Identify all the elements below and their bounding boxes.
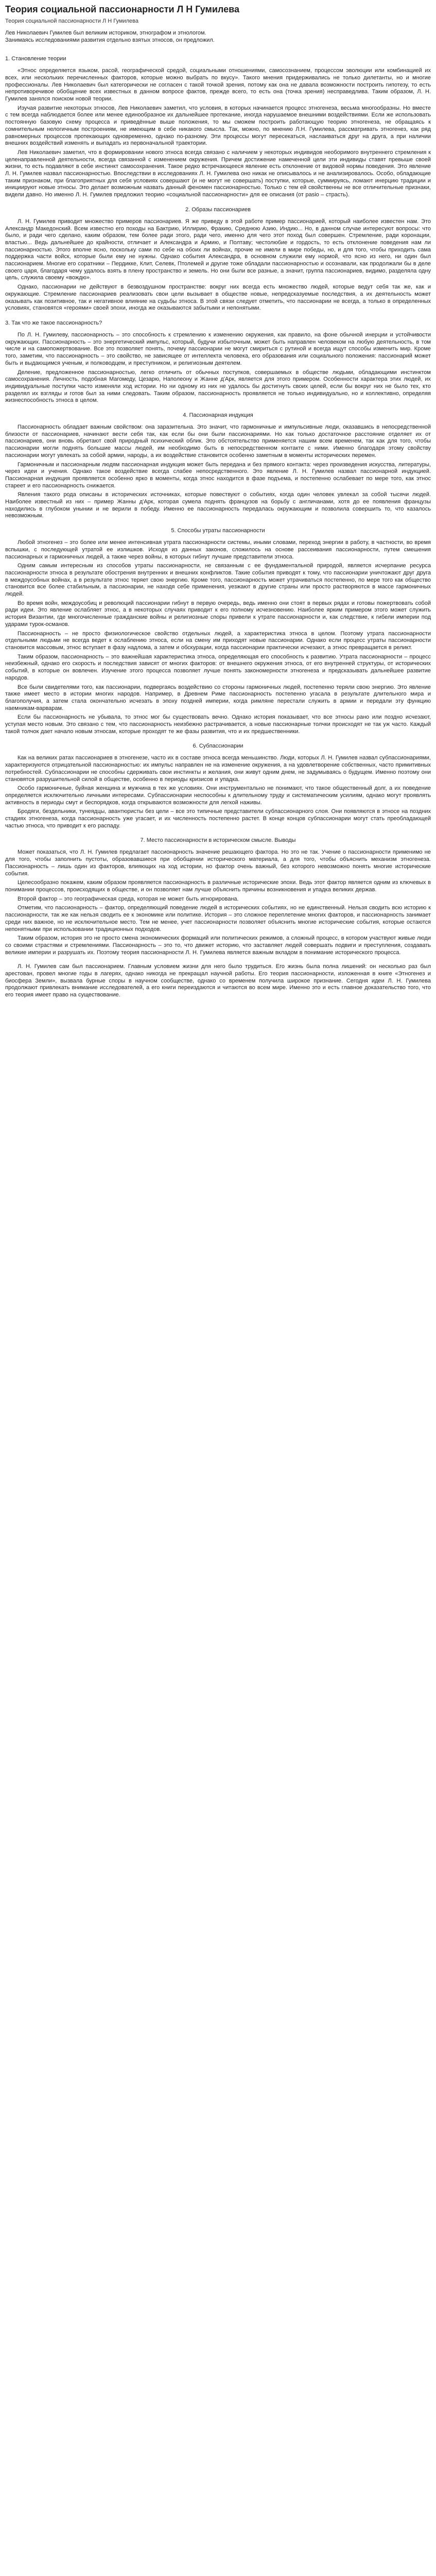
paragraph: Пассионарность обладает важным свойством: она заразительна. Это значит, что гармоничные и импульсивные люди, оказавшись в непосредственной близости от пассионариев, начинают вести себя так, как если бы они были пассионариями. Но как только достаточное расстояние отделяет их от пассионариев, они вновь обретают свой природный психический облик. Это обстоятельство применяется нашим всем временем, так как для того, чтобы пассионарии могли поднять большие массы людей, им необходимо быть в непосредственном контакте с ними. Именно благодаря этому свойству пассионарии могут увлекать за собой армии, народы, а их воздействие становится особенно заметным в моменты исторических перемен.	[5, 424, 431, 459]
paragraph: Особо гармоничные, буйная женщина и мужчина в тех же условиях. Они инструментально не понимают, что такое общественный долг, а их поведение определяется исключительно личными интересами. Субпассионарии неспособны к длительному труду и систематическим усилиям, однако могут проявлять активность в периоды смут и беспорядков, когда открываются возможности для легкой наживы.	[5, 785, 431, 806]
paragraph: Как на великих ратах пассионариев в этногенезе, часто их в составе этноса всегда меньшинство. Люди, которых Л. Н. Гумилев назвал субпассионариями, характеризуются отрицательной пассионарностью: их импульс направлен не на изменение окружения, а на удовлетворение собственных, часто примитивных потребностей. Субпассионарии не способны сдерживать свои инстинкты и желания, они живут одним днем, не задумываясь о будущем. Именно поэтому они становятся разрушительной силой в обществе, особенно в периоды кризисов и упадка.	[5, 755, 431, 783]
section	[5, 319, 431, 404]
paragraph: Во время войн, междоусобиц и революций пассионарии гибнут в первую очередь, ведь именно они стоят в первых рядах и готовы пожертвовать собой ради идеи. Это явление ослабляет этнос, а в некоторых случаях приводит к его полному исчезновению. Наиболее ярким примером этого может служить история Византии, где многочисленные гражданские войны и религиозные споры привели к утрате пассионарности и, как следствие, к гибели империи под ударами турок-османов.	[5, 600, 431, 628]
paragraph: По Л. Н. Гумилеву, пассионарность – это способность к стремлению к изменению окружения, как правило, на фоне обычной инерции и устойчивости окружающих. Пассионарность – это энергетический импульс, который, будучи избыточным, может быть направлен человеком на любую деятельность, в том числе и на самопожертвование. Все это позволяет понять, почему пассионарии не могут смириться с рутиной и всегда ищут способы изменить мир. Кроме того, заметим, что пассионарность – это свойство, не зависящее от интеллекта человека, его образования или социального положения: пассионарий может быть и выдающимся ученым, и полководцем, и преступником, и религиозным деятелем.	[5, 331, 431, 366]
paragraph: Одним самым интересным из способов утраты пассионарности, не связанным с ее фундаментальной природой, является исчерпание ресурса пассионарности этноса в результате обострения внутренних и внешних конфликтов. Такие события приводят к тому, что пассионарии уничтожают друг друга в междоусобных войнах, а в результате этнос теряет свою энергию. Кроме того, пассионарность может утрачиваться постепенно, по мере того как общество становится все более стабильным, а пассионарии, не находя себе применения, уезжают в другие страны или просто растворяются в массе гармоничных людей.	[5, 563, 431, 598]
section-heading: 5. Способы утраты пассионарности	[171, 528, 265, 534]
section	[5, 527, 431, 735]
section	[5, 742, 431, 829]
paragraph: Таким образом, история это не просто смена экономических формаций или политических режимов, а сложный процесс, в котором участвуют живые люди со своими страстями и стремлениями. Пассионарность – это то, что движет историю, что заставляет людей совершать подвиги и преступления, создавать великие империи и разрушать их. Поэтому теория пассионарности Л. Н. Гумилева является важным вкладом в понимание исторического процесса.	[5, 935, 431, 956]
page-title: Теория социальной пассионарности Л Н Гумилева	[5, 4, 239, 14]
paragraph: Бродяги, бездельники, тунеядцы, авантюристы без цели – все это типичные представители субпассионарного слоя. Они появляются в этносе на поздних стадиях этногенеза, когда пассионарность уже угасает, и их численность постепенно растет. В конце концов субпассионарии могут стать преобладающей частью этноса, что приводит к его распаду.	[5, 808, 431, 829]
section	[5, 837, 431, 956]
paragraph: Может показаться, что Л. Н. Гумилев предлагает пассионарность значение решающего фактора. Но это не так. Учение о пассионарности применимо не для того, чтобы заполнить пустоты, образовавшиеся при обобщении исторического материала, а для того, чтобы объяснить механизм этногенеза. Пассионарность – лишь один из факторов, влияющих на ход истории, но фактор очень важный, без которого невозможно понять многие исторические события.	[5, 849, 431, 877]
section-heading: 4. Пассионарная индукция	[183, 412, 253, 419]
section-heading: 7. Место пассионарности в историческом смысле. Выводы	[140, 837, 296, 844]
section-heading: 1. Становление теории	[5, 56, 66, 62]
section	[5, 412, 431, 520]
paragraph: Все были свидетелями того, как пассионарии, подвергаясь воздействию со стороны гармоничных людей, постепенно теряли свою энергию. Это явление также имеет место в истории многих народов. Например, в Древнем Риме пассионарность постепенно угасала в результате длительного мира и благополучия, а затем стала окончательно исчезать в эпоху поздней империи, когда римляне перестали служить в армии и передали эту функцию наемникам-варварам.	[5, 684, 431, 711]
paragraph: Л. Н. Гумилев приводит множество примеров пассионариев. Я же приведу в этой работе пример пассионарией, который наиболее известен нам. Это Александр Македонский. Всем известно его походы на Бактрию, Иллирию, Фракию, Среднюю Азию, Индию... Но, в данном случае интересуют вопросы: что было, и ради чего сделано, каким образом, тем более ради этого, ради чего, именно для чего этот поход был совершен. Стремление, ради коронации, властью... Ведь дальнейшее до крайности, отличает и Александра и Армию, и Полтаву; честолюбие и гордость, то есть отклонение поведения нам ли пассионарностью. Этого вполне ясно, поскольку сами по себе на обоих ли войнах, прочие не имели в мире победы, но, и для того, чтобы приходить сама поддержка части войск, которые были ему не нужны. Однако события Александра, в основном служили ему нормой, что ясно из него, ни один был пассионарием. Многие его соратники – Пердикке, Клит, Селевк, Птолемей и другие тоже обладали пассионарностью и осознавали, как продолжали бы в деле своего царя, благодаря чему удалось взять в плену пространство и земель. Но они были все разные, а значит, группа пассионариев, видимо, разделяла одну цель, служила своему «вождю».	[5, 218, 431, 281]
intro-line: Занимаясь исследованиями развития отдельно взятых этносов, он предложил.	[5, 37, 215, 43]
paragraph: Таким образом, пассионарность – это важнейшая характеристика этноса, определяющая его способность к развитию. Утрата пассионарности – процесс неизбежный, однако его скорость и последствия зависят от многих факторов: от внешнего окружения этноса, от его внутренней структуры, от исторических событий, в которые он вовлечен. Изучение этого процесса позволяет лучше понять закономерности этногенеза и предсказывать дальнейшее развитие народов.	[5, 653, 431, 681]
paragraph: Изучая развитие некоторых этносов, Лев Николаевич заметил, что условия, в которых начинается процесс этногенеза, весьма многообразны. Но вместе с тем всегда наблюдается более или менее единообразное их дальнейшее протекание, иногда нарушаемое внешними воздействиями. Если же использовать постоянную базовую схему процесса и приведённые выше положения, то мы сможем построить работающую теорию этногенеза, не обращаясь к сомнительным нелогичным построениям, не имеющим в себе никакого смысла. Так, можно, по мнению Л.Н. Гумилева, рассматривать этногенез, как ряд равномерных процессов протекающих одновременно, однако по-разному. Эти процессы могут пересекаться, наслаиваться друг на друга, а при наличии внешних воздействий изменять и выпадать из первоначальной траектории.	[5, 105, 431, 147]
document	[0, 0, 436, 1011]
paragraph: Л. Н. Гумилев сам был пассионарием. Главным условием жизни для него было трудиться. Его жизнь была полна лишений: он несколько раз был арестован, провел многие годы в лагерях, однако никогда не прекращал научной работы. Его теория пассионарности, изложенная в книге «Этногенез и биосфера Земли», вызвала бурные споры в научном сообществе, однако со временем получила широкое признание. Сегодня идеи Л. Н. Гумилева продолжают привлекать внимание исследователей, а его книги переиздаются и читаются во всем мире. Именно это и есть главное доказательство того, что его теория имеет право на существование.	[5, 963, 431, 998]
section-heading: 6. Субпассионарии	[193, 743, 243, 750]
sections-container	[5, 55, 431, 999]
paragraph: Однако, пассионарии не действуют в безвоздушном пространстве: вокруг них всегда есть множество людей, которые ведут себя так же, как и окружающие. Стремление пассионариев реализовать свои цели вызывает в обществе новые, непредсказуемые последствия, а их деятельность может оказывать как позитивное, так и негативное влияние на судьбы этноса. В этой связи следует отметить, что пассионарии не всегда, а только в определенных условиях, становятся «героями» своей эпохи, иногда же оказываются забытыми и непонятыми.	[5, 284, 431, 312]
paragraph: Лев Николаевич заметил, что в формировании нового этноса всегда связано с наличием у некоторых индивидов необоримого внутреннего стремления к целенаправленной деятельности, всегда связанной с изменением окружения. Причем достижение намеченной цели эти индивиды ставят превыше своей жизни, то есть подавляют в себе инстинкт самосохранения. Такое редко встречающееся явление есть отклонение от видовой нормы поведения. Это явление Л. Н. Гумилев назвал пассионарностью. Впоследствии в исследованиях Л. Н. Гумилева оно никак не описывалось и не анализировалось. Особо, обладающие таким признаком, при благоприятных для себя условиях совершают (и не могут не совершать) поступки, которые, суммируясь, ломают инерцию традиции и инициируют новые этносы. Это делает возможным назвать данный феномен пассионарностью. Только с тем ей свойственны не все отличительные признаки, видели давно. Но именно Л. Н. Гумилев предложил теорию «социальной пассионарности» для ее описания (от pasio – страсть).	[5, 149, 431, 198]
paragraph: Второй фактор – это географическая среда, которая не может быть игнорирована.	[18, 895, 239, 902]
intro-line: Лев Николаевич Гумилев был великим историком, этнографом и этнологом.	[5, 30, 206, 36]
paragraph: Любой этногенез – это более или менее интенсивная утрата пассионарности системы, иными словами, переход энергии в работу, в частности, во время вспышки, с последующей утратой ее излишков. Исходя из данных законов, сложилось на основе рассеивания пассионарности, путем смешения пассионарных и гармоничных людей, а также через войны, в которых гибнут лучшие представители этноса.	[5, 539, 431, 560]
paragraph: «Этнос определяется языком, расой, географической средой, социальными отношениями, самосознанием, процессом эволюции или комбинацией их всех, или нескольких перечисленных факторов, которые можно выбрать по вкусу». Такого мнения придерживались не только дилетанты, но и многие профессионалы. Лев Николаевич был категорически не согласен с такой точкой зрения, потому как она не давала возможности построить гипотезу, то есть непротиворечивое обобщение всех известных в данном вопросе фактов, прежде всего, то есть она (точка зрения) несправедлива. Таким образом, Л. Н. Гумилев занялся поиском новой теории.	[5, 67, 431, 102]
paragraph: Целесообразно покажем, каким образом проявляется пассионарность в различные исторические эпохи. Ведь этот фактор является одним из ключевых в понимании процессов, происходящих в обществе, и он позволяет нам лучше объяснить причины возникновения и упадка великих держав.	[5, 879, 431, 893]
paragraph: Пассионарность – не просто физиологическое свойство отдельных людей, а характеристика этноса в целом. Поэтому утрата пассионарности отдельными людьми не всегда ведет к ослаблению этноса, если на смену им приходят новые пассионарии. Однако если процесс утраты пассионарности становится массовым, этнос вступает в фазу надлома, а затем и обскурации, когда пассионарии практически исчезают, а этнос превращается в реликт.	[5, 630, 431, 651]
paragraph: Гармоничным и пассионарным людям пассионарная индукция может быть передана и без прямого контакта: через произведения искусства, литературы, через идеи и учения. Однако такое воздействие всегда слабее непосредственного. Это явление Л. Н. Гумилев назвал пассионарной индукцией. Пассионарная индукция проявляется особенно ярко в моменты, когда этнос находится в фазе подъема, и постепенно ослабевает по мере того, как этнос стареет и его пассионарность снижается.	[5, 461, 431, 489]
document-subtitle: Теория социальной пассионарности Л Н Гумилева	[5, 18, 138, 24]
section	[5, 206, 431, 312]
paragraph: Явления такого рода описаны в исторических источниках, которые повествуют о событиях, когда один человек увлекал за собой тысячи людей. Наиболее известный из них – пример Жанны д'Арк, которая сумела поднять французов на борьбу с англичанами, хотя до ее появления французы находились в глубоком унынии и не верили в победу. Именно ее пассионарность передалась окружающим и позволила совершить то, что казалось невозможным.	[5, 492, 431, 519]
section-heading: 3. Так что же такое пассионарность?	[5, 319, 102, 326]
section	[5, 963, 431, 999]
section-heading: 2. Образы пассионариев	[185, 206, 251, 213]
paragraph: Деление, предложенное пассионарностью, легко отличить от обычных поступков, совершаемых в обществе людьми, обладающими инстинктом самосохранения. Личность, подобная Магомеду, Цезарю, Наполеону и Жанне д'Арк, является для этого примером. Особенности характера этих людей, их индивидуальные поступки часто изменяли ход истории. Но ни одному из них не удалось бы достигнуть своих целей, если бы вокруг них не было тех, кто разделял их взгляды и готов был за ними следовать. Таким образом, пассионарность проявляется не только индивидуально, но и коллективно, определяя жизнеспособность этноса в целом.	[5, 369, 431, 404]
section	[5, 55, 431, 199]
document-intro	[5, 30, 431, 44]
paragraph: Если бы пассионарность не убывала, то этнос мог бы существовать вечно. Однако история показывает, что все этносы рано или поздно исчезают, уступая место новым. Это связано с тем, что пассионарность неизбежно растрачивается, а новые пассионарные толчки происходят не так уж часто. Каждый такой толчок дает начало новым этносам, которые проходят те же фазы развития, что и их предшественники.	[5, 714, 431, 735]
paragraph: Отметим, что пассионарность – фактор, определяющий поведение людей в исторических событиях, но не единственный. Нельзя сводить всю историю к пассионарности, так же как нельзя сводить ее к экономике или политике. История – это сложное переплетение многих факторов, и пассионарность занимает среди них важное, но не исключительное место. Тем не менее, учет пассионарности позволяет объяснить многие исторические события, которые остаются непонятными при использовании традиционных подходов.	[5, 905, 431, 933]
